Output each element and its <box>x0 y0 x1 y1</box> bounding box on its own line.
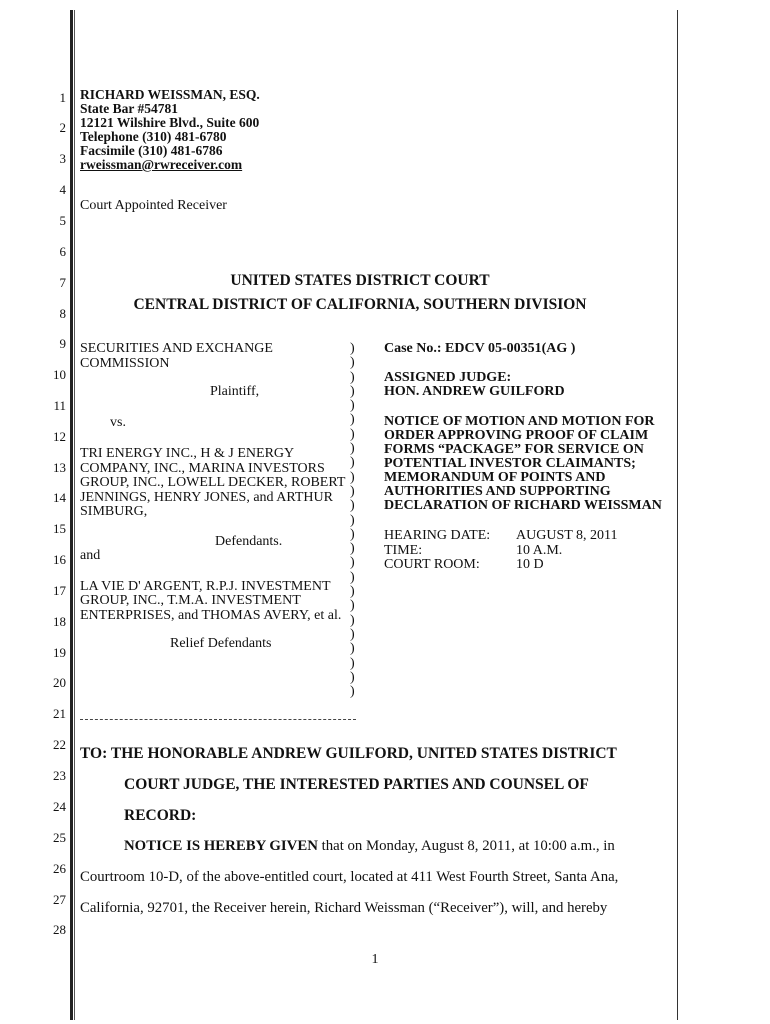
hearing-date-value: AUGUST 8, 2011 <box>516 528 618 543</box>
line-number: 14 <box>53 490 66 505</box>
line-number: 4 <box>59 182 66 197</box>
case-caption-parties <box>80 342 350 652</box>
line-number: 26 <box>53 861 66 876</box>
attorney-telephone: Telephone (310) 481-6780 <box>80 129 227 144</box>
hearing-time-label: TIME: <box>384 542 423 558</box>
attorney-bar-number: State Bar #54781 <box>80 101 178 116</box>
page-number: 1 <box>371 952 379 967</box>
line-number: 28 <box>53 922 66 937</box>
left-margin-rule-thin <box>74 10 75 1020</box>
assigned-judge-name: HON. ANDREW GUILFORD <box>384 384 565 399</box>
notice-lead: NOTICE IS HEREBY GIVEN <box>124 838 318 854</box>
body-paragraph-line: Courtroom 10-D, of the above-entitled court, located at 411 West Fourth Street, Santa Ana, <box>80 869 619 885</box>
assigned-judge-label: ASSIGNED JUDGE: <box>384 370 512 385</box>
attorney-block <box>80 88 260 172</box>
hearing-date-label: HEARING DATE: <box>384 528 491 543</box>
relief-defendants-label: Relief Defendants <box>170 636 272 651</box>
line-number: 2 <box>59 120 66 135</box>
addressee-line-3: RECORD: <box>124 807 197 824</box>
body-paragraph-line: California, 92701, the Receiver herein, Richard Weissman (“Receiver”), will, and hereby <box>80 900 608 916</box>
line-number: 24 <box>53 799 66 814</box>
attorney-facsimile: Facsimile (310) 481-6786 <box>80 143 223 158</box>
court-district: CENTRAL DISTRICT OF CALIFORNIA, SOUTHERN DIVISION <box>133 296 587 313</box>
line-number: 10 <box>53 367 66 382</box>
court-room-label: COURT ROOM: <box>384 557 480 572</box>
attorney-name: RICHARD WEISSMAN, ESQ. <box>80 87 260 102</box>
addressee-block <box>80 738 670 831</box>
line-number: 18 <box>53 614 66 629</box>
line-number: 19 <box>53 645 66 660</box>
hearing-time-value: 10 A.M. <box>516 542 563 558</box>
line-number: 21 <box>53 706 66 721</box>
addressee-line-1: TO: THE HONORABLE ANDREW GUILFORD, UNITED STATES DISTRICT <box>80 745 617 762</box>
line-number: 11 <box>53 398 66 413</box>
attorney-address: 12121 Wilshire Blvd., Suite 600 <box>80 115 260 130</box>
caption-bottom-rule <box>80 719 356 720</box>
line-number: 9 <box>59 336 66 351</box>
notice-text: that on Monday, August 8, 2011, at 10:00 a.m., in <box>317 838 615 854</box>
defendants-names: TRI ENERGY INC., H & J ENERGY COMPANY, INC., MARINA INVESTORS GROUP, INC., LOWELL DECKER, ROBERT JENNINGS, HENRY JONES, and ARTHUR SIMBURG, <box>80 446 346 519</box>
and-label: and <box>80 548 101 563</box>
line-number: 17 <box>53 583 66 598</box>
line-number: 13 <box>53 460 66 475</box>
line-number: 1 <box>59 90 66 105</box>
court-name: UNITED STATES DISTRICT COURT <box>230 272 490 289</box>
line-number: 3 <box>59 151 66 166</box>
line-number: 23 <box>53 768 66 783</box>
line-number: 27 <box>53 892 66 907</box>
line-number: 16 <box>53 552 66 567</box>
line-number: 15 <box>53 521 66 536</box>
attorney-role: Court Appointed Receiver <box>80 198 227 213</box>
line-number: 25 <box>53 830 66 845</box>
addressee-line-2: COURT JUDGE, THE INTERESTED PARTIES AND COUNSEL OF <box>124 776 589 793</box>
line-number: 7 <box>59 275 66 290</box>
line-number: 22 <box>53 737 66 752</box>
line-number: 8 <box>59 306 66 321</box>
line-number: 6 <box>59 244 66 259</box>
document-title: NOTICE OF MOTION AND MOTION FOR ORDER APPROVING PROOF OF CLAIM FORMS “PACKAGE” FOR SERVICE ON POTENTIAL INVESTOR CLAIMANTS; MEMORANDUM OF POINTS AND AUTHORITIES AND SUPPORTING DECLARATION OF RICHARD WEISSMAN <box>384 414 662 513</box>
hearing-info <box>384 529 674 573</box>
attorney-email-link[interactable]: rweissman@rwreceiver.com <box>80 157 243 172</box>
case-details <box>384 342 674 573</box>
caption-paren-column: ) ) ) ) ) ) ) ) ) ) ) ) ) ) ) ) ) ) ) ) ) ) ) ) ) <box>350 341 355 700</box>
left-margin-rule <box>70 10 73 1020</box>
plaintiff-label: Plaintiff, <box>210 384 260 399</box>
plaintiff-name: SECURITIES AND EXCHANGE COMMISSION <box>80 341 273 371</box>
line-number: 20 <box>53 675 66 690</box>
line-number: 5 <box>59 213 66 228</box>
line-number: 12 <box>53 429 66 444</box>
versus-label: vs. <box>110 414 126 430</box>
defendants-label: Defendants. <box>215 533 283 549</box>
case-number: Case No.: EDCV 05-00351(AG ) <box>384 341 576 356</box>
court-room-value: 10 D <box>516 557 544 572</box>
body-paragraph-line <box>80 831 680 862</box>
relief-defendants-names: LA VIE D' ARGENT, R.P.J. INVESTMENT GROUP, INC., T.M.A. INVESTMENT ENTERPRISES, and THOMAS AVERY, et al. <box>80 578 342 623</box>
